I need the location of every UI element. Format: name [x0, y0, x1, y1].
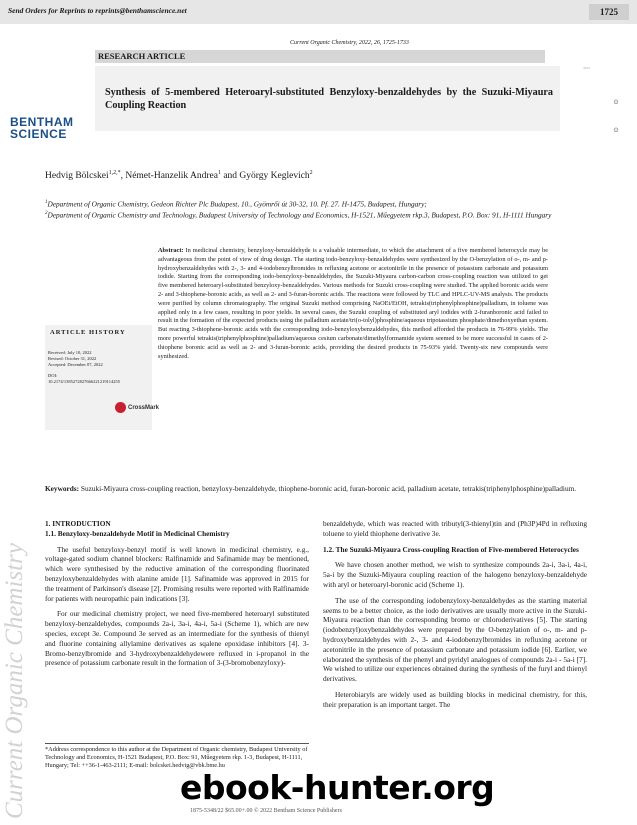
abstract-text: In medicinal chemistry, benzyloxy-benzaldehyde is a valuable intermediate, to which the attachment of a five membered heterocycle may be advantageous from the point of view of drug design. The starting iodo-benzyloxy-benzaldehydes were synthesized by the O-benzylation of o-, m- and p-hydroxybenzaldehydes with 2-, 3- and 4-iodobenzylbromides in refluxing acetone or acetonitrile in the presence of potassium carbonate and potassium iodide. Starting from the corresponding iodo-benzyloxy-benzaldehydes, the Suzuki-Miyaura carbon-carbon cross-coupling reaction was utilized to get five membered heteroaryl-substituted benzyloxy-benzaldehydes. Various methods for Suzuki cross-coupling were studied. The applied boronic acids were 2- and 3-thiophene-boronic acids, as well as 2- and 3-furan-boronic acids. The reactions were followed by TLC and HPLC-UV-MS analysis. The products were purified by column chromatography. The original Suzuki method comprising NaOEt/EtOH, tetrakis(triphenylphosphine)palladium, in toluene was applied only in a few cases, resulting in poor yields. In several cases, the Suzuki coupling of substituted aryl iodides with 2-furanboronic acid failed to result in the formation of the expected products using the palladium acetate/tri(o-tolyl)phosphine/aqueous tripotassium phosphate/dimethoxyethan system. But reacting 3-thiophene-boronic acids with the corresponding iodo-benzyloxybenzaldehydes, this method afforded the products in 76-99% yields. The more powerful tetrakis(triphenylphosphine)palladium/aqueous cesium carbonate/dimethylformamide system seemed to be more successful in cases of 2-thiophene boronic acid as well as 2- and 3-furan-boronic acids, providing the desired products in 75-93% yield. Twenty-six new compounds were synthesized.: [158, 247, 548, 360]
received-date: Received: July 10, 2022: [48, 350, 92, 355]
heading-suzuki: 1.2. The Suzuki-Miyaura Cross-coupling Reaction of Five-membered Heterocycles: [323, 544, 579, 554]
crossmark-icon: [115, 402, 126, 413]
journal-citation: Current Organic Chemistry, 2022, 26, 1725-1733: [290, 40, 409, 46]
heading-motif: 1.1. Benzyloxy-benzaldehyde Motif in Medicinal Chemistry: [45, 528, 230, 538]
keywords-label: Keywords:: [45, 484, 80, 493]
paragraph-4: The use of the corresponding iodobenzyloxy-benzaldehydes as the starting material seems to be a better choice, as the iodo derivatives are usually more active in the Suzuki-Miyaura reaction than the corresponding bromo or chloroderivatives [5]. The starting (iodobenzyl)oxybenzaldehydes were prepared by the O-benzylation of o-, m- and p-hydroxybenzaldehydes with 2-, 3- and 4-iodobenzylbromides in refluxing acetone or acetonitrile in the presence of potassium carbonate and potassium iodide [6]. Earlier, we elaborated the synthesis of the phenyl and pyridyl analogues of compounds 2a-i - 5a-i [7]. We wished to utilize our experiences obtained during the synthesis of the furyl and thienyl derivatives.: [323, 595, 587, 684]
accepted-date: Accepted: December 07, 2022: [48, 362, 103, 367]
journal-watermark: Current Organic Chemistry: [1, 543, 28, 819]
section-bar: [95, 50, 545, 63]
doi-label: DOI:: [48, 373, 58, 378]
publisher-logo: [10, 116, 74, 140]
reprints-notice: Send Orders for Reprints to reprints@benthamscience.net: [8, 6, 187, 15]
left-column: [45, 519, 309, 668]
paragraph-2: For our medicinal chemistry project, we need five-membered heteroaryl substituted benzyloxy-benzaldehydes, compounds 2a-i, 3a-i, 4a-i, 5a-i (Scheme 1), which are new species, except 3e. Compound 3e served as an intermediate for the synthesis of thienyl and fluorine containing allylamine derivatives as sqalene epoxidase inhibitors [4]. 3-Bromo-benzylbromide and 3-hydroxybenzaldehydewere refluxed in i-propanol in the presence of potassium carbonate result in the formation of 3-(3-bromobenzyloxy)-: [45, 609, 309, 668]
crossmark-label: CrossMark: [128, 405, 160, 412]
page-number: 1725: [589, 4, 629, 20]
logo-line-1: BENTHAM: [10, 115, 74, 129]
affiliation-2: $^2$Department of Organic Chemistry and Technology, Budapest University of Technology and Economics, H-1521, Műegyetem rkp.3, Budapest, P.O. Box: 91, H-1111 Hungary: [45, 210, 552, 220]
top-bar: [0, 0, 637, 24]
section-label: RESEARCH ARTICLE: [98, 51, 186, 61]
abstract-label: Abstract:: [158, 247, 184, 254]
right-column: [323, 519, 587, 710]
correspondence-footnote: *Address correspondence to this author at the Department of Organic chemistry, Budapest University of Technology and Economics, H-1521 Budapest, P.O. Box: 91, Műegyetem rkp. 1-3, Budapest, H-1111, Hungary; Tel: ++36-1-463-2111; E-mail: bolcskei.hedvig@vbk.bme.hu: [45, 743, 309, 771]
paragraph-5: Heterobiaryls are widely used as building blocks in medicinal chemistry, for this, their preparation is an important target. The: [323, 689, 587, 709]
paragraph-continued: benzaldehyde, which was reacted with tributyl(3-thienyl)tin and (Ph3P)4Pd in refluxing toluene to yield thiophene derivative 3e.: [323, 519, 587, 538]
orcid-icon[interactable]: ⊙: [613, 126, 619, 134]
keywords-text: Suzuki-Miyaura cross-coupling reaction, benzyloxy-benzaldehyde, thiophene-boronic acid, furan-boronic acid, palladium acetate, tetrakis(triphenylphosphine)palladium.: [80, 484, 577, 493]
keywords: [45, 484, 601, 494]
share-icon[interactable]: ⊙: [613, 98, 619, 106]
revised-date: Revised: October 31, 2022: [48, 356, 97, 361]
side-number: 3572: [583, 66, 590, 70]
article-title: Synthesis of 5-membered Heteroaryl-substituted Benzyloxy-benzaldehydes by the Suzuki-Miyaura Coupling Reaction: [105, 87, 553, 111]
crossmark-badge[interactable]: [115, 402, 159, 413]
logo-line-2: SCIENCE: [10, 127, 67, 141]
abstract: [158, 247, 548, 361]
article-history: [48, 350, 152, 385]
site-watermark: ebook-hunter.org: [180, 768, 495, 807]
affiliations: [45, 198, 605, 221]
copyright-line: 1875-5348/22 $65.00+.00 © 2022 Bentham Science Publishers: [190, 808, 342, 814]
paragraph-1: The useful benzyloxy-benzyl motif is well known in medicinal chemistry, e.g., voltage-gated sodium channel blockers: Ralfinamide and Safinamide may be mentioned, which were synthesised by the reductive amination of the corresponding fluorinated benzyloxybenzaldehydes with alanine amide [1]. Safinamide was approved in 2015 for the treatment of Parkinson's disease [2]. Promising results were reported with Ralfinamide for patients with neuropathic pain indications [3].: [45, 544, 309, 603]
heading-introduction: 1. INTRODUCTION: [45, 519, 111, 528]
authors: Hedvig Bölcskei$^{1,2,*}$, Német-Hanzelik Andrea$^1$ and György Keglevich$^2$: [45, 170, 313, 182]
paragraph-3: We have chosen another method, we wish to synthesize compounds 2a-i, 3a-i, 4a-i, 5a-i by the Suzuki-Miyaura coupling reaction of the halogeno benzyloxy-benzaldehyde with aryl or heteroaryl-boronic acid (Scheme 1).: [323, 560, 587, 589]
doi-link[interactable]: 10.2174/1385272827666221219114255: [48, 379, 120, 384]
article-history-title: ARTICLE HISTORY: [50, 329, 126, 336]
affiliation-1: $^1$Department of Organic Chemistry, Gedeon Richter Plc Budapest, 10., Gyömrői út 30-32, 10. Pf. 27. H-1475, Budapest, Hungary;: [45, 199, 427, 209]
